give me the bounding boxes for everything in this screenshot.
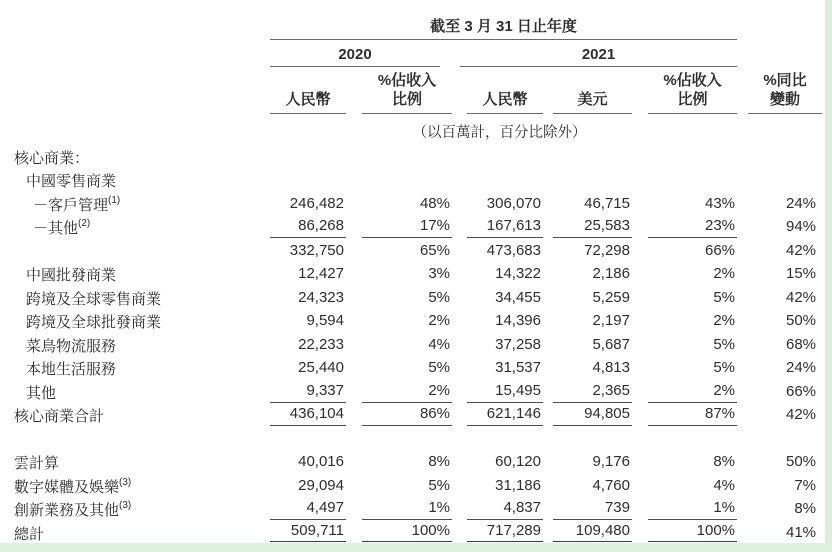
value-cell xyxy=(632,144,737,168)
cell-value: 87% xyxy=(648,405,737,426)
row-label-cell xyxy=(0,379,262,403)
cell-value: 2,365 xyxy=(553,382,632,403)
value-cell xyxy=(346,238,452,262)
cell-value: 3% xyxy=(428,265,450,282)
cell-value: 246,482 xyxy=(289,194,344,212)
value-cell xyxy=(262,356,346,380)
value-cell xyxy=(452,520,543,544)
value-cell xyxy=(262,191,346,215)
value-cell xyxy=(262,450,346,474)
cell-value: 4,813 xyxy=(592,359,630,376)
cell-value: 94,805 xyxy=(553,405,632,426)
value-cell xyxy=(346,403,452,427)
row-label: 中國批發商業 xyxy=(26,267,117,284)
value-cell xyxy=(543,403,632,427)
spacer-row xyxy=(0,426,832,450)
cell-value: 100% xyxy=(362,522,452,544)
cell-value: 2% xyxy=(428,312,450,329)
col-header-yoy xyxy=(748,71,822,114)
value-cell xyxy=(737,285,832,309)
cell-value: 29,094 xyxy=(298,476,344,494)
value-cell xyxy=(452,403,543,427)
value-cell xyxy=(737,473,832,497)
row-label-cell xyxy=(0,215,262,239)
table-row xyxy=(0,332,832,356)
cell-value: 25,583 xyxy=(553,217,632,238)
value-cell xyxy=(452,168,543,192)
value-cell xyxy=(543,332,632,356)
cell-value: 2% xyxy=(713,265,736,282)
table-row xyxy=(0,262,832,286)
value-cell xyxy=(632,473,737,497)
year-2020-label: 2020 xyxy=(270,46,440,67)
col-header-rmb-2020-cell xyxy=(262,67,346,114)
cell-value: 68% xyxy=(785,335,817,353)
col-header-text: %佔收入 xyxy=(377,72,437,89)
cell-value: 717,289 xyxy=(467,522,543,544)
cell-value: 1% xyxy=(648,499,737,520)
table-row xyxy=(0,497,832,521)
cell-value: 40,016 xyxy=(298,453,344,470)
cell-value: 306,070 xyxy=(486,194,541,212)
value-cell xyxy=(543,238,632,262)
col-header-text: %佔收入 xyxy=(663,72,722,89)
unit-note-cell xyxy=(262,114,737,144)
col-header-text: 變動 xyxy=(770,91,801,108)
value-cell xyxy=(543,520,632,544)
cell-value: 14,322 xyxy=(495,265,541,282)
value-cell xyxy=(737,356,832,380)
col-header-text: 人民幣 xyxy=(482,91,528,108)
cell-value: 41% xyxy=(785,523,817,541)
year-2021-label: 2021 xyxy=(460,46,737,67)
cell-value: 509,711 xyxy=(270,522,346,544)
cell-value: 14,396 xyxy=(495,312,541,329)
value-cell xyxy=(543,215,632,239)
row-label-cell xyxy=(0,144,262,168)
cell-value: 94% xyxy=(785,218,817,235)
value-cell xyxy=(543,473,632,497)
col-header-text: 比例 xyxy=(677,91,708,108)
cell-value: 8% xyxy=(713,453,736,470)
cell-value: 109,480 xyxy=(553,522,632,544)
empty-cell xyxy=(0,40,262,67)
cell-value: 5% xyxy=(428,476,450,494)
col-header-pct-2021 xyxy=(648,71,737,114)
value-cell xyxy=(543,144,632,168)
col-header-pct-2020-cell xyxy=(346,67,452,114)
value-cell xyxy=(543,356,632,380)
cell-value: 7% xyxy=(794,476,817,494)
cell-value: 2% xyxy=(648,382,737,403)
table-row xyxy=(0,144,832,168)
cell-value: 15% xyxy=(785,265,817,282)
value-cell xyxy=(452,215,543,239)
cell-value: 37,258 xyxy=(495,335,541,353)
table-row xyxy=(0,473,832,497)
empty-cell xyxy=(737,40,832,67)
cell-value: 24% xyxy=(785,194,817,212)
period-header-row xyxy=(0,6,832,40)
value-cell xyxy=(346,356,452,380)
col-header-text: 人民幣 xyxy=(285,91,331,108)
table-row xyxy=(0,356,832,380)
row-label-cell xyxy=(0,168,262,192)
col-header-text: 美元 xyxy=(577,91,608,108)
row-label-cell xyxy=(0,356,262,380)
column-header-row xyxy=(0,67,832,114)
table-row xyxy=(0,450,832,474)
cell-value: 2,186 xyxy=(592,265,630,282)
value-cell xyxy=(543,450,632,474)
value-cell xyxy=(452,473,543,497)
cell-value: 739 xyxy=(553,499,632,520)
value-cell xyxy=(452,285,543,309)
row-label: 數字媒體及娛樂 xyxy=(14,478,120,496)
value-cell xyxy=(262,309,346,333)
value-cell xyxy=(543,168,632,192)
value-cell xyxy=(346,144,452,168)
row-label: 中國零售商業 xyxy=(26,173,117,190)
cell-value: 4% xyxy=(713,476,736,494)
cell-value: 5% xyxy=(428,288,450,306)
cell-value: 86,268 xyxy=(270,217,346,238)
col-header-rmb-2021 xyxy=(467,90,543,114)
cell-value: 31,186 xyxy=(495,476,541,494)
cell-value: 48% xyxy=(419,194,450,212)
value-cell xyxy=(346,450,452,474)
table-row xyxy=(0,168,832,192)
cell-value: 34,455 xyxy=(495,288,541,306)
cell-value: 17% xyxy=(362,217,452,238)
cell-value: 2% xyxy=(713,312,736,329)
value-cell xyxy=(632,497,737,521)
row-label: 菜鳥物流服務 xyxy=(26,337,117,355)
cell-value: 60,120 xyxy=(495,453,541,470)
row-label: 總計 xyxy=(14,525,45,543)
value-cell xyxy=(346,426,452,450)
value-cell xyxy=(543,379,632,403)
value-cell xyxy=(346,262,452,286)
row-label: 核心商業合計 xyxy=(14,408,105,425)
value-cell xyxy=(737,403,832,427)
unit-note-row xyxy=(0,114,832,144)
value-cell xyxy=(632,262,737,286)
row-label-cell xyxy=(0,450,262,474)
value-cell xyxy=(737,168,832,192)
value-cell xyxy=(262,262,346,286)
cell-value: 5% xyxy=(428,359,450,376)
cell-value: 2% xyxy=(362,382,452,403)
value-cell xyxy=(262,332,346,356)
value-cell xyxy=(543,497,632,521)
value-cell xyxy=(452,191,543,215)
row-label: 本地生活服務 xyxy=(26,361,117,378)
value-cell xyxy=(452,262,543,286)
segment-revenue-table-area xyxy=(0,6,832,544)
value-cell xyxy=(737,215,832,239)
table-row xyxy=(0,285,832,309)
row-label-cell xyxy=(0,332,262,356)
value-cell xyxy=(737,520,832,544)
value-cell xyxy=(452,426,543,450)
table-row xyxy=(0,403,832,427)
value-cell xyxy=(452,379,543,403)
cell-value: 9,176 xyxy=(592,453,630,470)
value-cell xyxy=(737,450,832,474)
col-header-usd-2021 xyxy=(553,90,632,114)
row-label: 核心商業： xyxy=(14,149,90,167)
value-cell xyxy=(346,520,452,544)
value-cell xyxy=(346,168,452,192)
cell-value: 5% xyxy=(713,359,736,376)
value-cell xyxy=(543,426,632,450)
cell-value: 22,233 xyxy=(298,335,344,353)
cell-value: 436,104 xyxy=(270,405,346,426)
cell-value: 5% xyxy=(713,288,736,306)
row-label xyxy=(0,433,14,450)
table-header xyxy=(0,6,832,144)
table-row xyxy=(0,215,832,239)
value-cell xyxy=(543,309,632,333)
cell-value: 24,323 xyxy=(298,288,344,306)
value-cell xyxy=(737,144,832,168)
cell-value: 12,427 xyxy=(298,265,344,282)
value-cell xyxy=(737,497,832,521)
financial-table xyxy=(0,6,832,544)
value-cell xyxy=(632,426,737,450)
cell-value: 8% xyxy=(794,500,817,517)
row-label: 創新業務及其他 xyxy=(14,502,120,519)
row-label-cell xyxy=(0,262,262,286)
col-header-yoy-cell xyxy=(737,67,832,114)
period-header-underline xyxy=(270,15,737,40)
value-cell xyxy=(632,332,737,356)
value-cell xyxy=(543,285,632,309)
row-label xyxy=(0,245,26,262)
cell-value: 9,594 xyxy=(306,312,344,329)
cell-value: 1% xyxy=(362,499,452,520)
value-cell xyxy=(262,473,346,497)
value-cell xyxy=(262,379,346,403)
cell-value: 332,750 xyxy=(289,241,344,259)
row-label-cell xyxy=(0,426,262,450)
col-header-rmb-2021-cell xyxy=(452,67,543,114)
row-label: 雲計算 xyxy=(14,455,60,472)
value-cell xyxy=(543,262,632,286)
cell-value: 46,715 xyxy=(584,194,630,212)
cell-value: 24% xyxy=(785,359,817,376)
col-header-text: 比例 xyxy=(391,91,422,108)
period-header-cell xyxy=(262,6,737,40)
value-cell xyxy=(452,144,543,168)
value-cell xyxy=(543,191,632,215)
col-header-pct-2021-cell xyxy=(632,67,737,114)
row-label-cell xyxy=(0,285,262,309)
row-label: －客戶管理 xyxy=(33,196,109,214)
col-header-rmb-2020 xyxy=(270,90,346,114)
cell-value: 66% xyxy=(704,241,736,259)
cell-value: 5% xyxy=(713,335,736,353)
value-cell xyxy=(346,497,452,521)
table-row xyxy=(0,191,832,215)
col-header-usd-2021-cell xyxy=(543,67,632,114)
value-cell xyxy=(452,450,543,474)
row-label: －其他 xyxy=(33,220,79,237)
value-cell xyxy=(346,473,452,497)
empty-cell xyxy=(737,114,832,144)
value-cell xyxy=(262,144,346,168)
value-cell xyxy=(632,403,737,427)
value-cell xyxy=(632,191,737,215)
value-cell xyxy=(346,379,452,403)
row-label-cell xyxy=(0,403,262,427)
cell-value: 65% xyxy=(419,241,450,259)
footnote-ref: (2) xyxy=(78,218,91,229)
row-label: 跨境及全球零售商業 xyxy=(26,290,162,308)
cell-value: 473,683 xyxy=(486,241,541,259)
cell-value: 8% xyxy=(428,453,450,470)
col-header-text: %同比 xyxy=(763,72,807,89)
value-cell xyxy=(262,168,346,192)
table-row xyxy=(0,238,832,262)
cell-value: 43% xyxy=(704,194,736,212)
value-cell xyxy=(346,191,452,215)
value-cell xyxy=(632,215,737,239)
value-cell xyxy=(737,309,832,333)
value-cell xyxy=(737,191,832,215)
cell-value: 50% xyxy=(785,312,817,329)
cell-value: 100% xyxy=(648,522,737,544)
value-cell xyxy=(262,426,346,450)
cell-value: 15,495 xyxy=(467,382,543,403)
period-header-text: 截至 3 月 31 日止年度 xyxy=(430,18,577,35)
cell-value: 4,837 xyxy=(467,499,543,520)
cell-value: 5,259 xyxy=(592,288,630,306)
value-cell xyxy=(262,497,346,521)
value-cell xyxy=(632,285,737,309)
value-cell xyxy=(452,238,543,262)
cell-value: 167,613 xyxy=(467,217,543,238)
cell-value: 4,497 xyxy=(270,499,346,520)
value-cell xyxy=(632,356,737,380)
value-cell xyxy=(737,238,832,262)
table-row xyxy=(0,379,832,403)
year-row xyxy=(0,40,832,67)
cell-value: 25,440 xyxy=(298,359,344,376)
value-cell xyxy=(632,379,737,403)
value-cell xyxy=(262,285,346,309)
cell-value: 42% xyxy=(785,288,817,306)
value-cell xyxy=(262,403,346,427)
cell-value: 4% xyxy=(428,335,450,353)
cell-value: 42% xyxy=(785,406,817,423)
value-cell xyxy=(632,450,737,474)
cell-value: 66% xyxy=(785,382,817,400)
cell-value: 50% xyxy=(785,453,817,470)
cell-value: 31,537 xyxy=(495,359,541,376)
table-row xyxy=(0,309,832,333)
cell-value: 72,298 xyxy=(584,241,630,259)
value-cell xyxy=(262,520,346,544)
value-cell xyxy=(346,215,452,239)
year-2021-cell xyxy=(452,40,737,67)
row-label: 其他 xyxy=(26,384,57,402)
value-cell xyxy=(346,332,452,356)
table-row xyxy=(0,520,832,544)
value-cell xyxy=(632,238,737,262)
row-label-cell xyxy=(0,238,262,262)
cell-value: 4,760 xyxy=(592,476,630,494)
value-cell xyxy=(632,520,737,544)
right-edge-strip xyxy=(825,0,832,552)
value-cell xyxy=(346,285,452,309)
value-cell xyxy=(452,497,543,521)
value-cell xyxy=(737,379,832,403)
col-header-pct-2020 xyxy=(362,71,452,114)
unit-note-text: （以百萬計，百分比除外） xyxy=(412,124,587,141)
cell-value: 5,687 xyxy=(592,335,630,353)
row-label-cell xyxy=(0,520,262,544)
empty-cell xyxy=(737,6,832,40)
cell-value: 2,197 xyxy=(592,312,630,329)
empty-cell xyxy=(0,67,262,114)
value-cell xyxy=(452,332,543,356)
empty-cell xyxy=(0,6,262,40)
value-cell xyxy=(632,309,737,333)
cell-value: 23% xyxy=(648,217,737,238)
cell-value: 86% xyxy=(362,405,452,426)
cell-value: 621,146 xyxy=(467,405,543,426)
empty-cell xyxy=(0,114,262,144)
value-cell xyxy=(737,426,832,450)
footnote-ref: (3) xyxy=(119,500,132,511)
value-cell xyxy=(737,262,832,286)
value-cell xyxy=(452,309,543,333)
value-cell xyxy=(737,332,832,356)
row-label-cell xyxy=(0,309,262,333)
year-2020-cell xyxy=(262,40,452,67)
value-cell xyxy=(452,356,543,380)
value-cell xyxy=(632,168,737,192)
row-label-cell xyxy=(0,473,262,497)
cell-value: 42% xyxy=(785,241,817,259)
row-label-cell xyxy=(0,191,262,215)
value-cell xyxy=(262,215,346,239)
cell-value: 9,337 xyxy=(270,382,346,403)
row-label-cell xyxy=(0,497,262,521)
value-cell xyxy=(346,309,452,333)
row-label: 跨境及全球批發商業 xyxy=(26,314,162,331)
table-body xyxy=(0,144,832,544)
bottom-edge-strip xyxy=(0,543,832,552)
footnote-ref: (3) xyxy=(119,476,132,488)
value-cell xyxy=(262,238,346,262)
footnote-ref: (1) xyxy=(108,194,121,206)
